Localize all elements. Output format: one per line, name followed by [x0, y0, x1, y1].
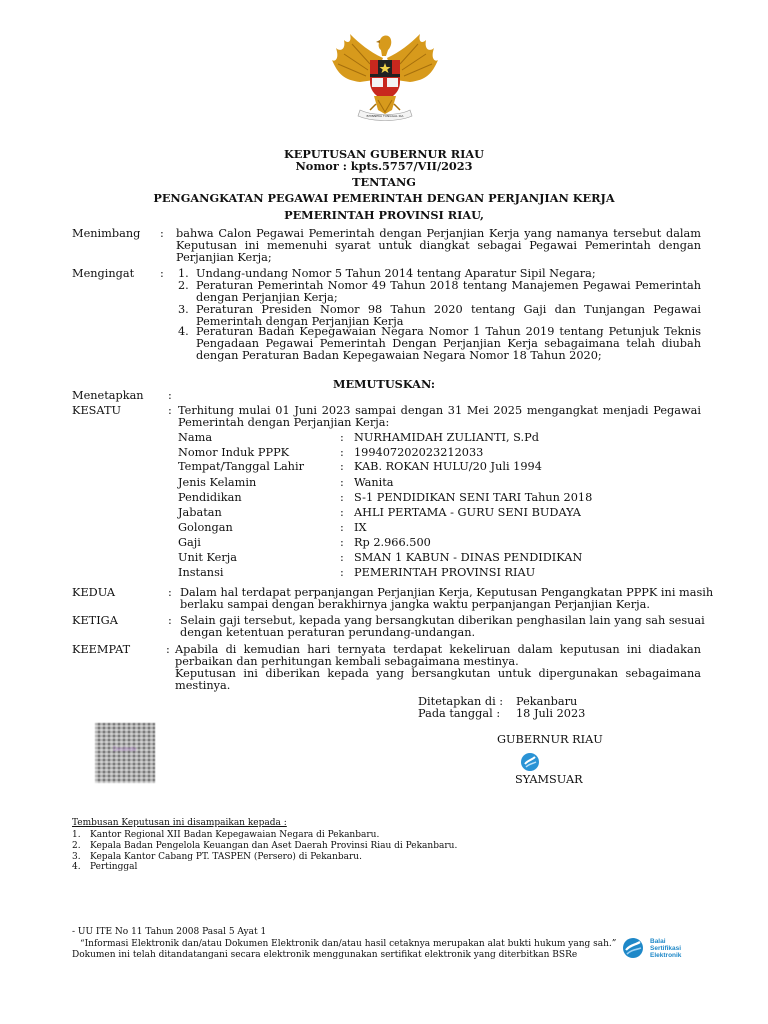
- mengingat-line: Peraturan Badan Kepegawaian Negara Nomor 1 Tahun 2019 tentang Petunjuk Teknis: [196, 325, 701, 338]
- decree-title: KEPUTUSAN GUBERNUR RIAU: [283, 147, 485, 161]
- field-value: PEMERINTAH PROVINSI RIAU: [354, 566, 536, 579]
- mengingat-line: Pengadaan Pegawai Pemerintah Dengan Perjanjian Kerja sebagaimana telah diubah: [196, 337, 701, 350]
- footer-esign-note: Dokumen ini telah ditandatangani secara elektronik menggunakan sertifikat elektronik yang diterbitkan BSRe: [72, 950, 578, 960]
- ketiga-colon: :: [168, 614, 172, 627]
- kesatu-colon: :: [168, 404, 172, 417]
- tanggal-label: Pada tanggal :: [418, 707, 501, 720]
- field-label: Nomor Induk PPPK: [178, 446, 290, 459]
- tembusan-number: 3.: [72, 852, 81, 862]
- kesatu-label: KESATU: [72, 404, 122, 417]
- garuda-emblem: [330, 30, 440, 122]
- field-colon: :: [340, 446, 344, 459]
- field-colon: :: [340, 460, 344, 473]
- menimbang-line: bahwa Calon Pegawai Pemerintah dengan Perjanjian Kerja yang namanya tersebut dalam: [176, 227, 701, 240]
- ditetapkan-value: Pekanbaru: [516, 695, 578, 708]
- bsre-label-line: Elektronik: [650, 952, 682, 959]
- ketiga-label: KETIGA: [72, 614, 118, 627]
- field-value: Wanita: [354, 476, 394, 489]
- kedua-line: Dalam hal terdapat perpanjangan Perjanjian Kerja, Keputusan Pengangkatan PPPK ini masih: [180, 586, 714, 599]
- menetapkan-label: Menetapkan: [72, 389, 144, 402]
- bsre-label-line: Balai: [650, 938, 666, 945]
- field-value: SMAN 1 KABUN - DINAS PENDIDIKAN: [354, 551, 583, 564]
- keempat-line: perbaikan dan perhitungan kembali sebagaimana mestinya.: [175, 655, 519, 668]
- field-label: Gaji: [178, 536, 201, 549]
- field-colon: :: [340, 536, 344, 549]
- tembusan-number: 2.: [72, 841, 81, 851]
- bsre-label: [650, 938, 681, 959]
- keempat-label: KEEMPAT: [72, 643, 131, 656]
- tembusan-item: Pertinggal: [90, 862, 138, 872]
- ketiga-line: dengan ketentuan peraturan perundang-undangan.: [180, 626, 476, 639]
- tembusan-title: Tembusan Keputusan ini disampaikan kepada :: [72, 818, 287, 828]
- field-colon: :: [340, 521, 344, 534]
- field-label: Tempat/Tanggal Lahir: [178, 460, 304, 473]
- kedua-line: berlaku sampai dengan berakhirnya jangka waktu perpanjangan Perjanjian Kerja.: [180, 598, 650, 611]
- mengingat-number: 4.: [178, 325, 189, 338]
- keempat-line: Keputusan ini diberikan kepada yang bersangkutan untuk dipergunakan sebagaimana: [175, 667, 701, 680]
- decree-number: Nomor : kpts.5757/VII/2023: [295, 159, 473, 173]
- qr-code: [95, 723, 155, 783]
- bsre-label-line: Sertifikasi: [650, 945, 682, 952]
- signer-position: GUBERNUR RIAU: [497, 733, 603, 746]
- mengingat-line: Undang-undang Nomor 5 Tahun 2014 tentang Aparatur Sipil Negara;: [196, 267, 596, 280]
- memutuskan-heading: MEMUTUSKAN:: [332, 377, 436, 391]
- field-colon: :: [340, 506, 344, 519]
- bsre-logo-icon: [620, 936, 646, 960]
- mengingat-number: 3.: [178, 303, 189, 316]
- mengingat-number: 1.: [178, 267, 189, 280]
- mengingat-line: Peraturan Pemerintah Nomor 49 Tahun 2018 tentang Manajemen Pegawai Pemerintah: [196, 279, 701, 292]
- tembusan-number: 4.: [72, 862, 81, 872]
- field-colon: :: [340, 491, 344, 504]
- menimbang-line: Keputusan ini memenuhi syarat untuk diangkat sebagai Pegawai Pemerintah dengan: [176, 239, 701, 252]
- tembusan-item: Kepala Badan Pengelola Keuangan dan Aset Daerah Provinsi Riau di Pekanbaru.: [90, 841, 458, 851]
- field-label: Golongan: [178, 521, 233, 534]
- kesatu-line: Terhitung mulai 01 Juni 2023 sampai dengan 31 Mei 2025 mengangkat menjadi Pegawai: [178, 404, 701, 417]
- field-label: Unit Kerja: [178, 551, 237, 564]
- kedua-label: KEDUA: [72, 586, 116, 599]
- keempat-line: Apabila di kemudian hari ternyata terdapat kekeliruan dalam keputusan ini diadakan: [175, 643, 701, 656]
- menimbang-colon: :: [160, 227, 164, 240]
- kesatu-line: Pemerintah dengan Perjanjian Kerja:: [178, 416, 390, 429]
- mengingat-colon: :: [160, 267, 164, 280]
- field-value: 199407202023212033: [354, 446, 484, 459]
- field-value: NURHAMIDAH ZULIANTI, S.Pd: [354, 431, 539, 444]
- mengingat-line: dengan Peraturan Badan Kepegawaian Negara Nomor 18 Tahun 2020;: [196, 349, 602, 362]
- mengingat-line: Pemerintah dengan Perjanjian Kerja: [196, 315, 404, 328]
- svg-text:BHINNEKA TUNGGAL IKA: BHINNEKA TUNGGAL IKA: [366, 114, 404, 118]
- field-colon: :: [340, 551, 344, 564]
- field-label: Jenis Kelamin: [178, 476, 257, 489]
- qr-caption: Deslinde: [113, 747, 137, 753]
- keempat-colon: :: [166, 643, 170, 656]
- mengingat-line: dengan Perjanjian Kerja;: [196, 291, 338, 304]
- authority-heading: PEMERINTAH PROVINSI RIAU,: [284, 208, 484, 222]
- field-value: KAB. ROKAN HULU/20 Juli 1994: [354, 460, 542, 473]
- field-value: Rp 2.966.500: [354, 536, 431, 549]
- field-label: Nama: [178, 431, 213, 444]
- mengingat-number: 2.: [178, 279, 189, 292]
- field-label: Jabatan: [178, 506, 222, 519]
- field-value: AHLI PERTAMA - GURU SENI BUDAYA: [354, 506, 581, 519]
- field-label: Pendidikan: [178, 491, 242, 504]
- field-label: Instansi: [178, 566, 224, 579]
- keempat-line: mestinya.: [175, 679, 231, 692]
- tembusan-item: Kepala Kantor Cabang PT. TASPEN (Persero) di Pekanbaru.: [90, 852, 362, 862]
- menetapkan-colon: :: [168, 389, 172, 402]
- menimbang-label: Menimbang: [72, 227, 141, 240]
- field-colon: :: [340, 566, 344, 579]
- kedua-colon: :: [168, 586, 172, 599]
- field-value: S-1 PENDIDIKAN SENI TARI Tahun 2018: [354, 491, 593, 504]
- ditetapkan-label: Ditetapkan di :: [418, 695, 504, 708]
- decree-subject: PENGANGKATAN PEGAWAI PEMERINTAH DENGAN PERJANJIAN KERJA: [153, 191, 615, 205]
- footer-law-reference: - UU ITE No 11 Tahun 2008 Pasal 5 Ayat 1: [72, 927, 267, 937]
- tembusan-number: 1.: [72, 830, 81, 840]
- menimbang-line: Perjanjian Kerja;: [176, 251, 272, 264]
- signer-name: SYAMSUAR: [515, 773, 583, 786]
- field-colon: :: [340, 476, 344, 489]
- tembusan-item: Kantor Regional XII Badan Kepegawaian Negara di Pekanbaru.: [90, 830, 380, 840]
- about-heading: TENTANG: [352, 175, 416, 189]
- footer-quote: “Informasi Elektronik dan/atau Dokumen Elektronik dan/atau hasil cetaknya merupakan alat bukti hukum yang sah.”: [80, 939, 617, 949]
- esign-logo-icon: [519, 752, 541, 772]
- mengingat-label: Mengingat: [72, 267, 135, 280]
- tanggal-value: 18 Juli 2023: [516, 707, 586, 720]
- ketiga-line: Selain gaji tersebut, kepada yang bersangkutan diberikan penghasilan lain yang sah sesuai: [180, 614, 705, 627]
- mengingat-line: Peraturan Presiden Nomor 98 Tahun 2020 tentang Gaji dan Tunjangan Pegawai: [196, 303, 701, 316]
- field-colon: :: [340, 431, 344, 444]
- field-value: IX: [354, 521, 367, 534]
